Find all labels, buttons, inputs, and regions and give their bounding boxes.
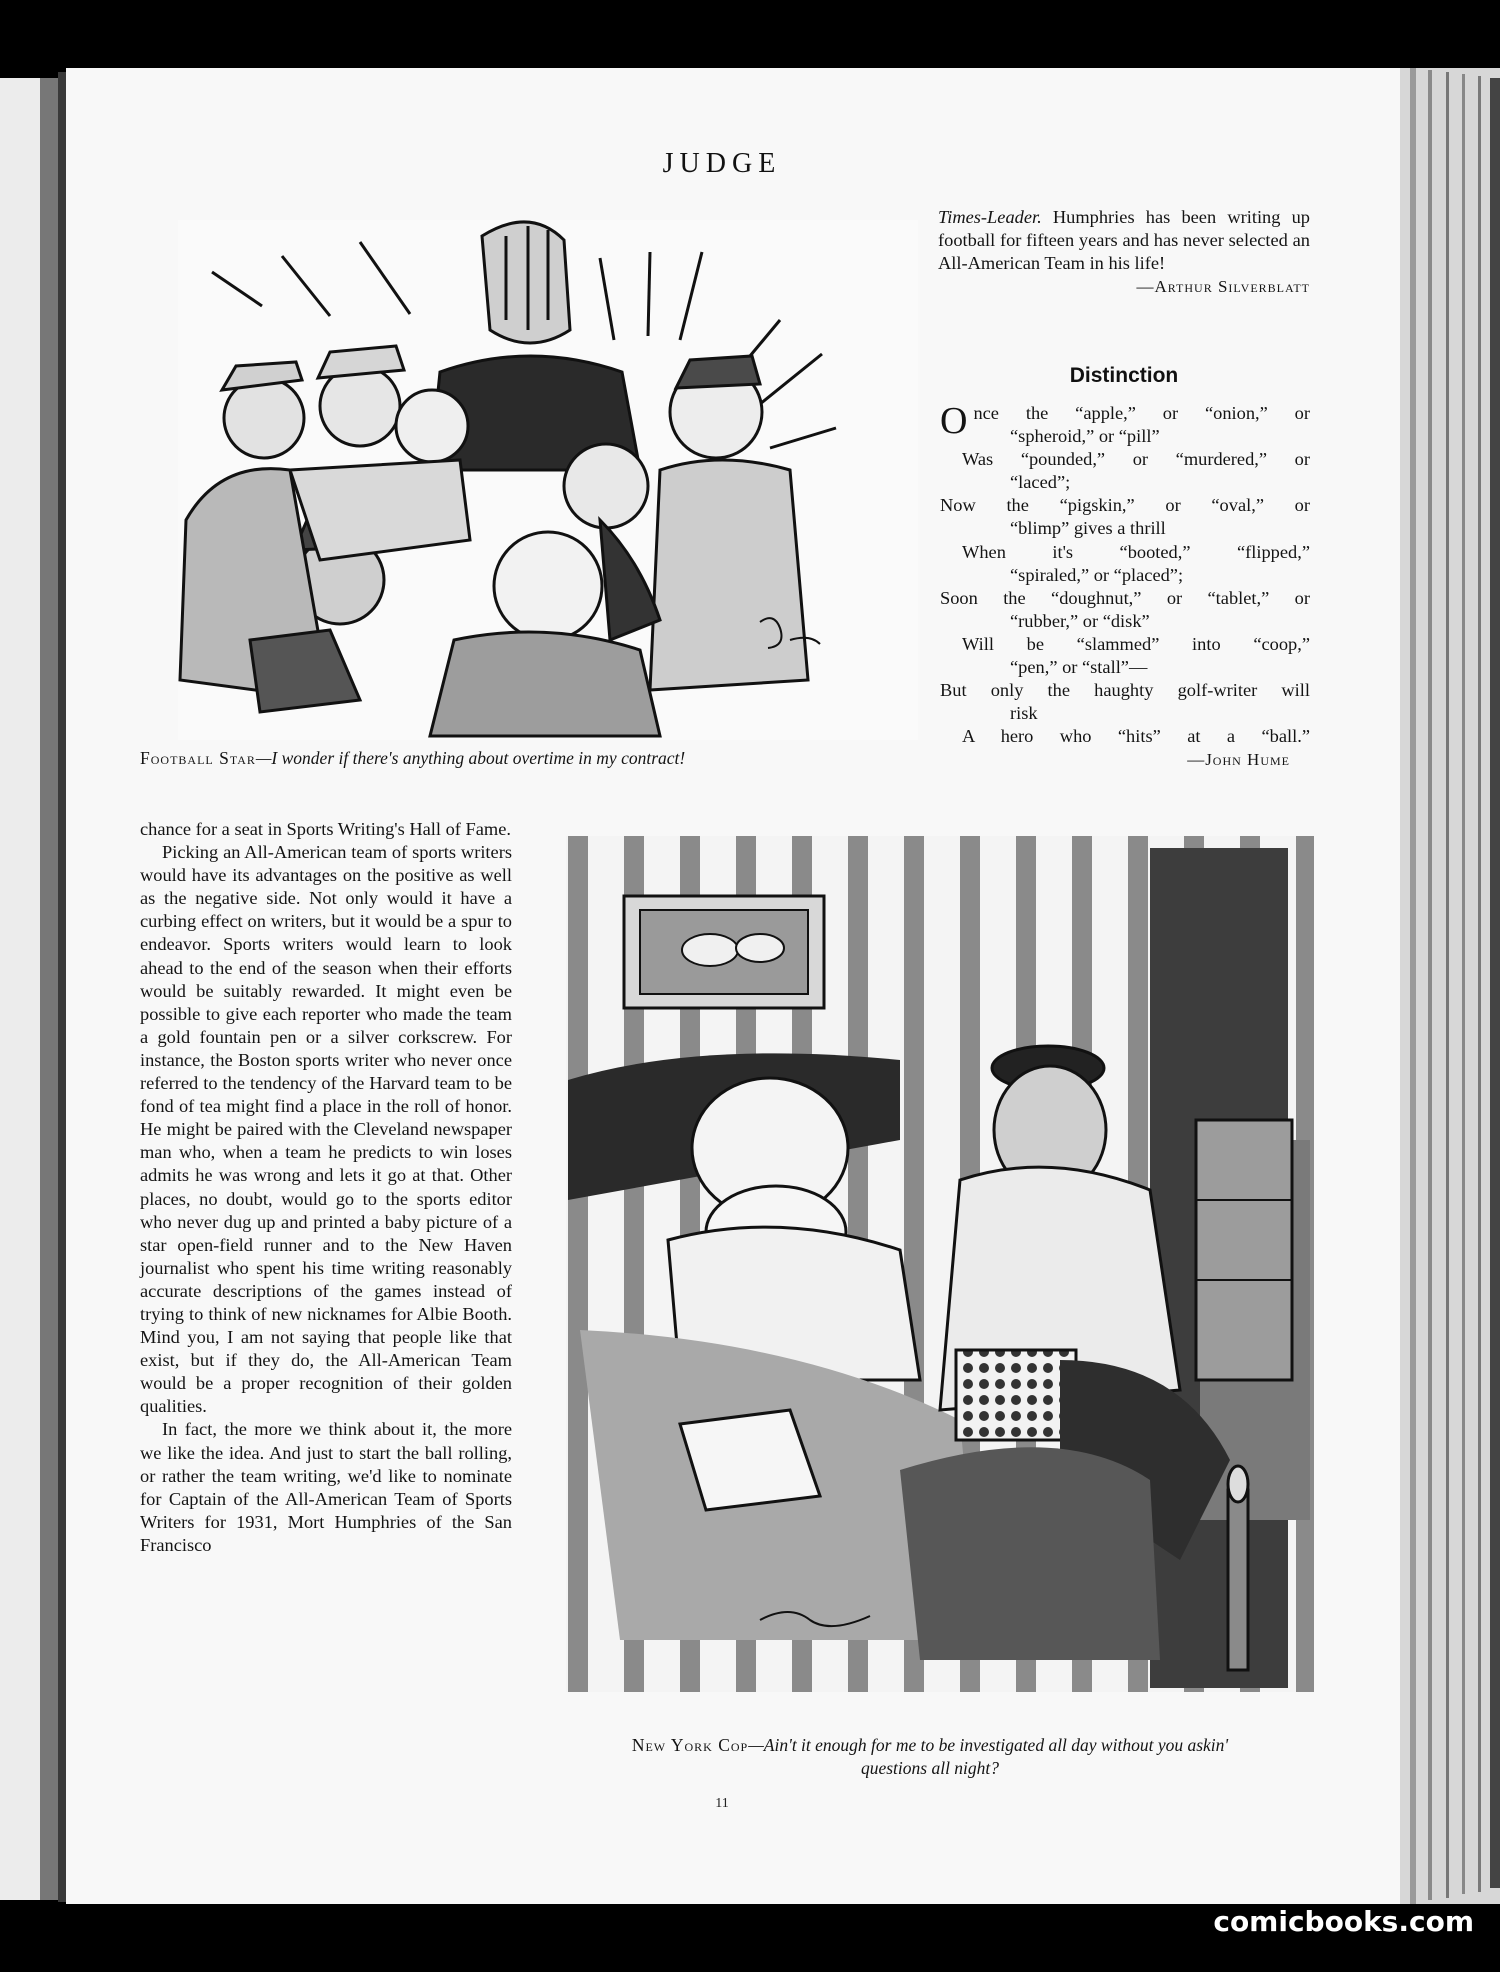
caption-football-star [140,748,920,769]
poem-line-continuation: “rubber,” or “disk” [1010,610,1150,631]
caption-speaker: New York Cop [631,1735,749,1755]
cartoon-football-star [178,220,918,740]
poem-line-continuation: “blimp” gives a thrill [1010,518,1166,539]
cartoon-new-york-cop [566,836,1314,1692]
caption-quote: —I wonder if there's anything about overtime in my contract! [255,748,686,768]
article-paragraph: Picking an All-American team of sports writers would have its advantages on the positive as well as the negative side. Not only would it have a curbing effect on writers, but it would be a spur to endeavor. Sports writers would learn to look ahead to the end of the season when their efforts would be suitably rewarded. It might even be possible to give each reporter who made the team a gold fountain pen or a silver corkscrew. For instance, the Boston sports writer who never once referred to the tendency of the Harvard team to be fond of tea might find a place in the roll of honor. He might be paired with the Cleveland newspaper man who, when a team he predicts to win loses admits he was wrong and lets it go at that. Other places, no doubt, would go to the sports editor who never dug up and printed a baby picture of a star open-field runner and to the New Haven journalist who spent his time writing reasonably accurate descriptions of the games instead of trying to think of new nicknames for Albie Booth. Mind you, I am not saying that people like that exist, but if they do, the All-American Team would be a proper recognition of their golden qualities. [140,842,512,1417]
watermark: comicbooks.com [1213,1905,1474,1938]
masthead: JUDGE [662,148,782,179]
left-facing-page [0,72,68,1902]
poem-dropcap: O [940,400,968,442]
poem-line-continuation: risk [1010,703,1038,724]
article-line: Times-Leader. Humphries has been writing up football for fifteen years and has never selected an All-American Team in his life! [938,207,1310,274]
poem-title: Distinction [1069,364,1179,387]
poem-line [940,725,1310,748]
poem-line-continuation: “laced”; [1010,472,1071,493]
poem-line-text: But only the haughty golf-writer will [940,680,1310,701]
byline-hume: —John Hume [1187,750,1290,769]
poem-line-text: Will be “slammed” into “coop,” [962,633,1310,654]
poem-line [940,633,1310,656]
poem-distinction [940,402,1310,748]
poem-line [940,541,1310,564]
article-paragraph: chance for a seat in Sports Writing's Hall of Fame. [140,819,511,839]
poem-line-text: Now the “pigskin,” or “oval,” or [940,495,1310,516]
poem-line [940,679,1310,702]
caption-quote: —Ain't it enough for me to be investigated all day without you askin' questions all night? [748,1735,1229,1778]
poem-line [940,448,1310,471]
caption-speaker: Football Star [140,748,256,768]
poem-line [940,587,1310,610]
poem-line-text: When it's “booted,” “flipped,” [962,541,1310,562]
byline-silverblatt: —Arthur Silverblatt [1136,277,1310,297]
page-number: 11 [715,1796,729,1811]
poem-line-continuation: “spheroid,” or “pill” [1010,426,1160,447]
poem-line [940,494,1310,517]
article-paragraph: In fact, the more we think about it, the more we like the idea. And just to start the ball rolling, or rather the team writing, we'd like to nominate for Captain of the All-American Team of Sports Writers for 1931, Mort Humphries of the San Francisco [140,1419,512,1555]
poem-line-continuation: “pen,” or “stall”— [1010,657,1148,678]
poem-line-text: Was “pounded,” or “murdered,” or [962,449,1310,470]
poem-line-continuation: “spiraled,” or “placed”; [1010,564,1184,585]
poem-line-text: nce the “apple,” or “onion,” or [973,403,1310,423]
poem-line-text: A hero who “hits” at a “ball.” [962,726,1310,747]
book-edge [1400,68,1500,1904]
caption-new-york-cop [620,1734,1240,1780]
article-continuation-top [938,206,1310,297]
newspaper-name: Times-Leader. [938,207,1042,227]
poem-line-text: Soon the “doughnut,” or “tablet,” or [940,587,1310,608]
article-body-left [140,818,512,1557]
article-continuation-text [938,206,1310,275]
